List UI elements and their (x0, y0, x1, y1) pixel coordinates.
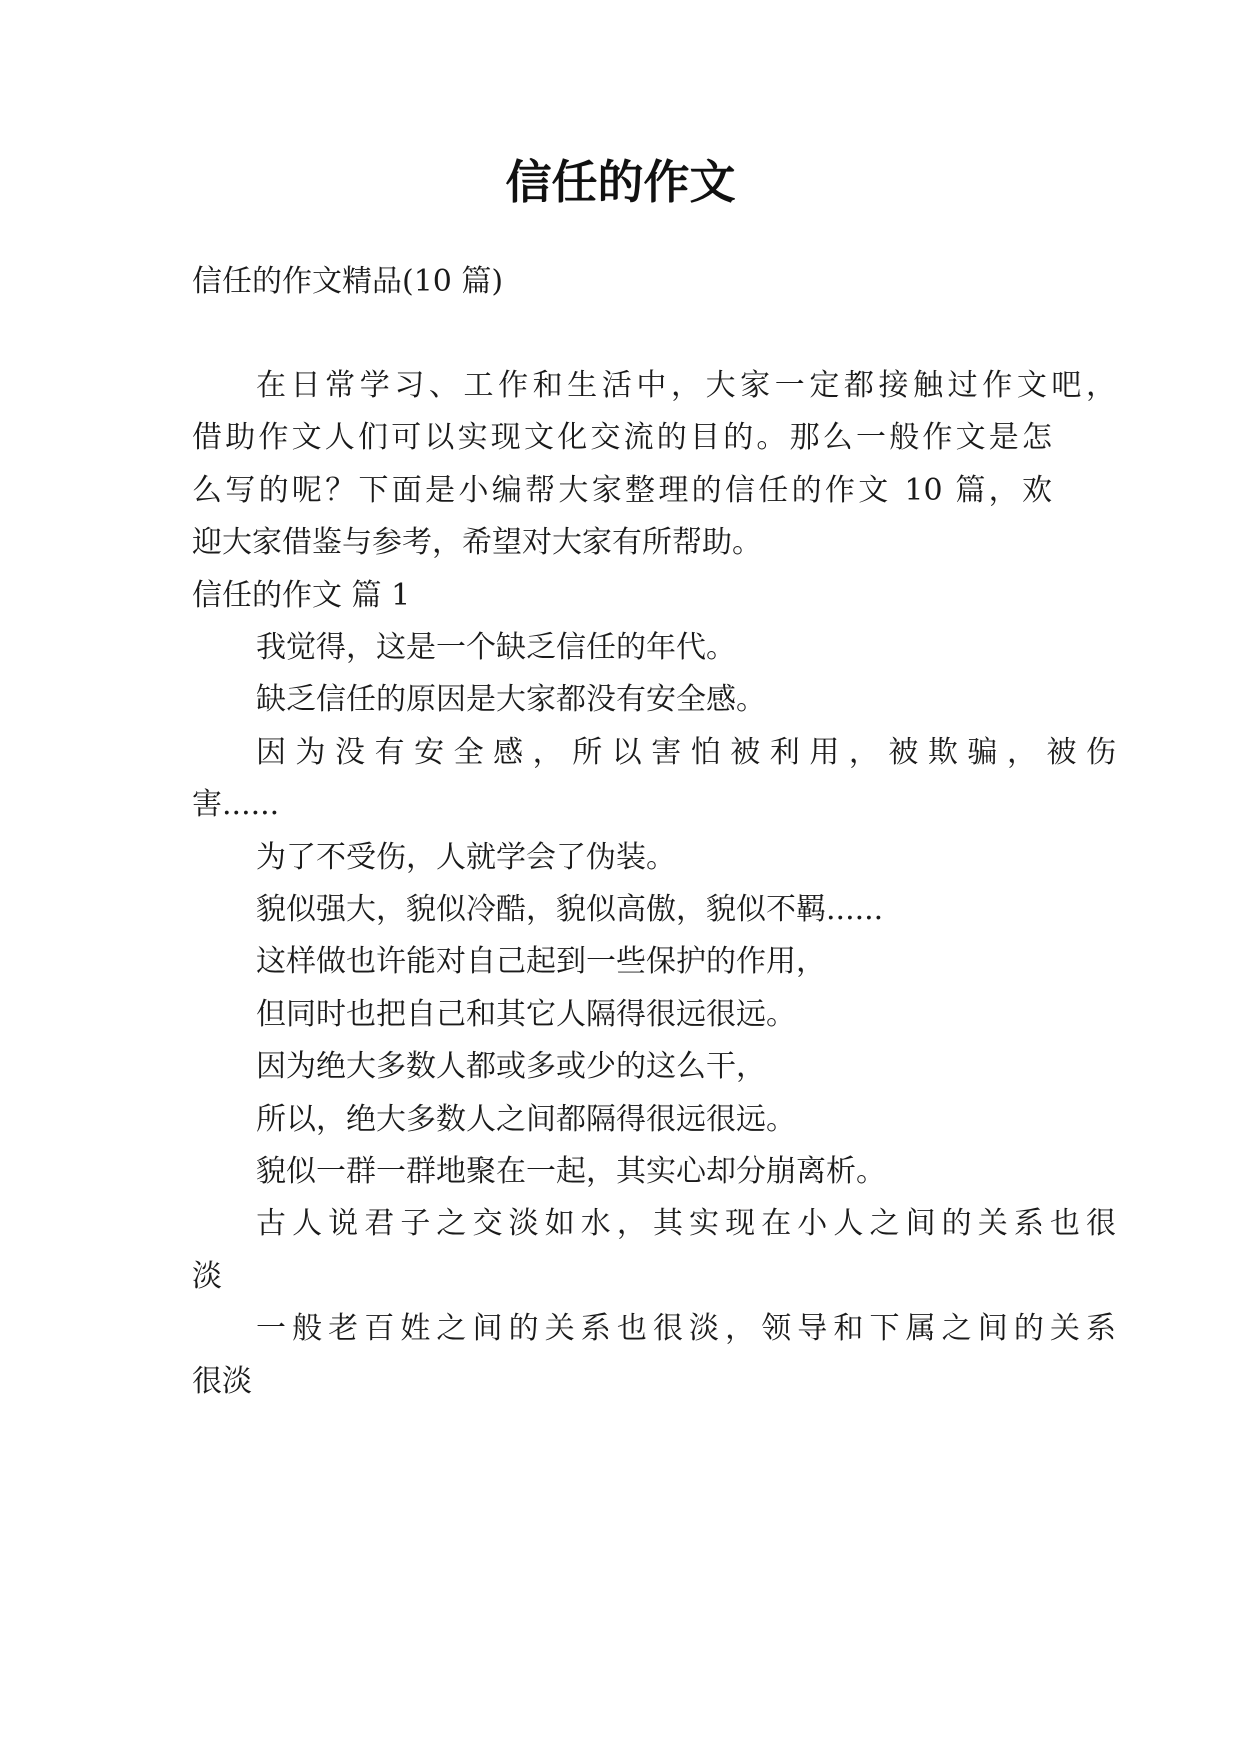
paragraph: 古人说君子之交淡如水，其实现在小人之间的关系也很 (256, 1206, 1116, 1241)
paragraph-continuation: 害...... (192, 787, 280, 822)
intro-line: 迎大家借鉴与参考，希望对大家有所帮助。 (192, 525, 762, 560)
paragraph: 这样做也许能对自己起到一些保护的作用， (256, 944, 826, 979)
intro-line: 在日常学习、工作和生活中，大家一定都接触过作文吧， (256, 368, 1116, 403)
paragraph: 貌似一群一群地聚在一起，其实心却分崩离析。 (256, 1154, 886, 1189)
document-subtitle: 信任的作文精品(10 篇) (192, 264, 504, 299)
paragraph: 但同时也把自己和其它人隔得很远很远。 (256, 997, 796, 1032)
paragraph: 因为没有安全感，所以害怕被利用，被欺骗，被伤 (256, 735, 1116, 770)
paragraph: 所以，绝大多数人之间都隔得很远很远。 (256, 1102, 796, 1137)
paragraph: 因为绝大多数人都或多或少的这么干， (256, 1049, 766, 1084)
paragraph: 貌似强大，貌似冷酷，貌似高傲，貌似不羁...... (256, 892, 884, 927)
paragraph-continuation: 淡 (192, 1259, 222, 1294)
document-title: 信任的作文 (505, 155, 736, 209)
paragraph: 一般老百姓之间的关系也很淡，领导和下属之间的关系 (256, 1311, 1116, 1346)
paragraph-continuation: 很淡 (192, 1364, 252, 1399)
paragraph: 为了不受伤，人就学会了伪装。 (256, 840, 676, 875)
section-heading: 信任的作文 篇 1 (192, 578, 411, 613)
paragraph: 缺乏信任的原因是大家都没有安全感。 (256, 682, 766, 717)
paragraph: 我觉得，这是一个缺乏信任的年代。 (256, 630, 736, 665)
intro-line: 借助作文人们可以实现文化交流的目的。那么一般作文是怎 (192, 420, 1052, 455)
intro-line: 么写的呢？下面是小编帮大家整理的信任的作文 10 篇，欢 (192, 473, 1052, 508)
